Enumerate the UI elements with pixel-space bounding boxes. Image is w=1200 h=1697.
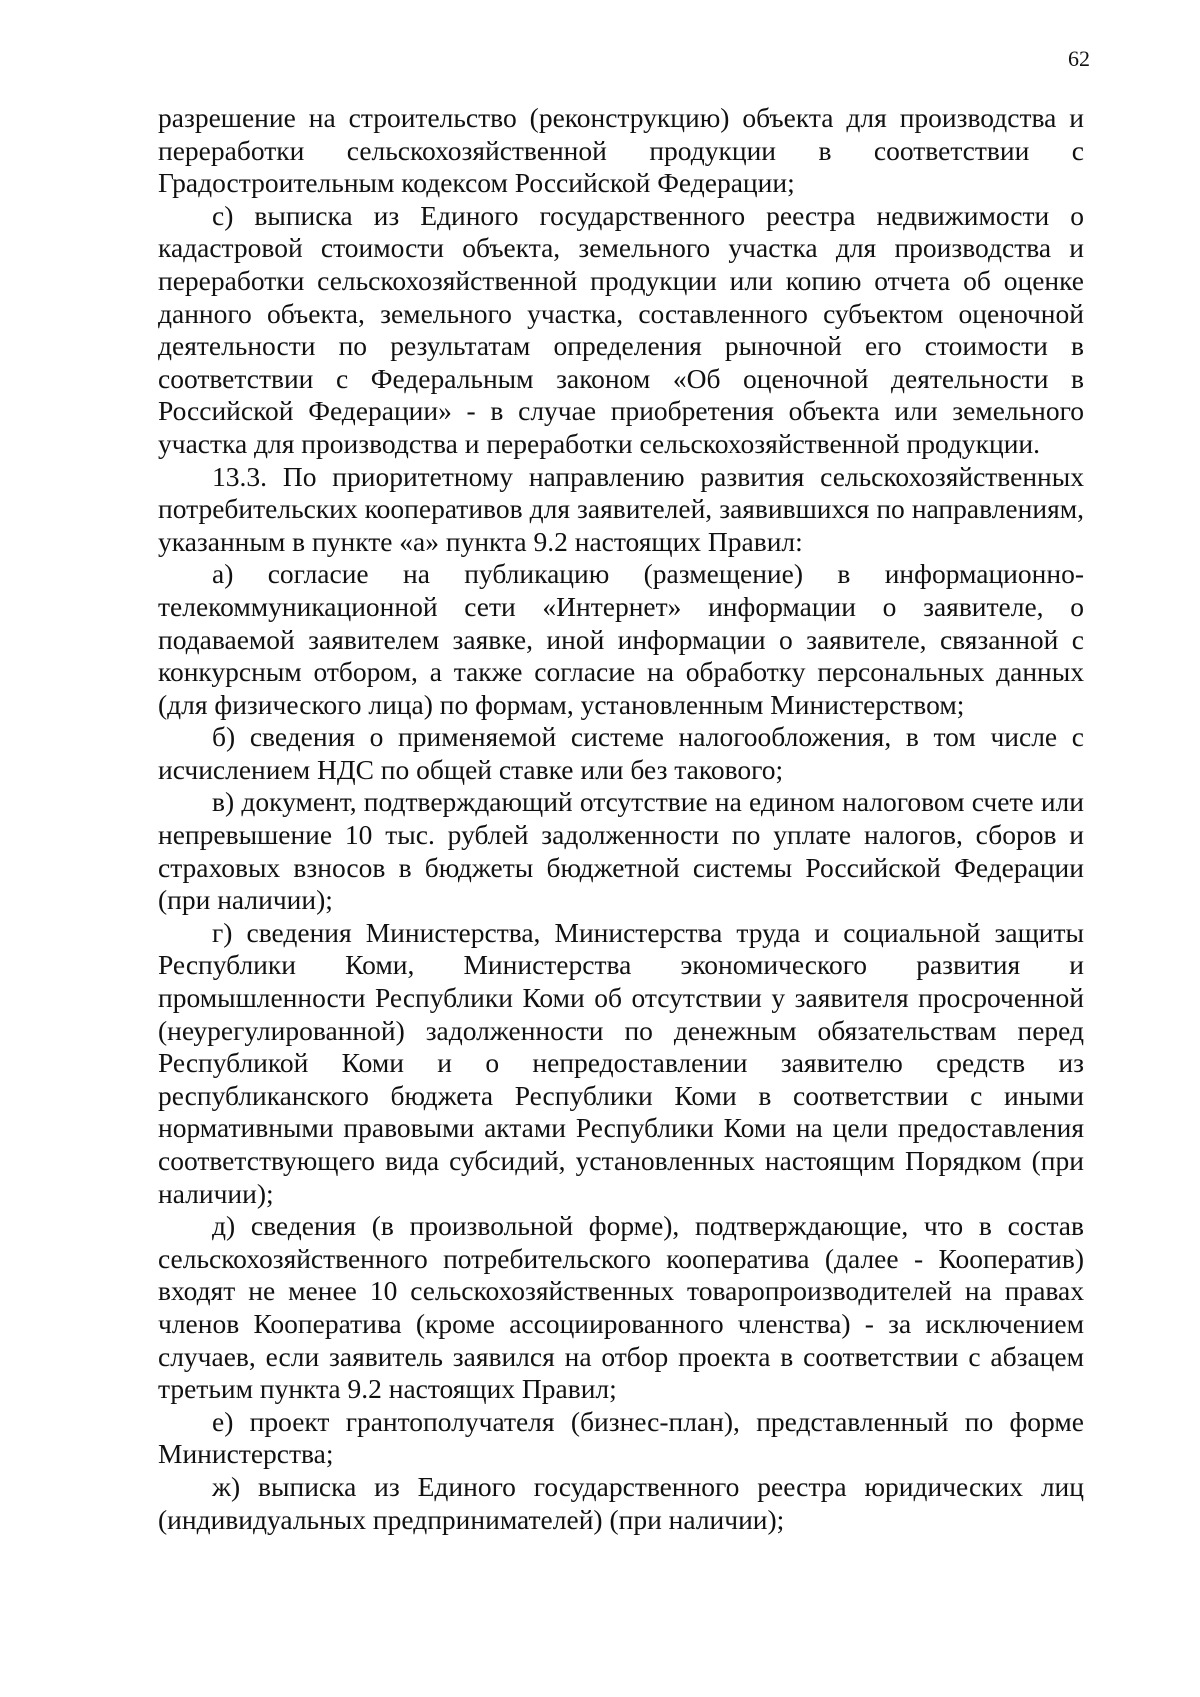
paragraph: а) согласие на публикацию (размещение) в информационно-телекоммуникационной сети «Интернет» информации о заявителе, о подаваемой заявителем заявке, иной информации о заявителе, связанной с конкурсным отбором, а также согласие на обработку персональных данных (для физического лица) по формам, установленным Министерством;	[158, 558, 1084, 720]
document-body	[158, 102, 1084, 1536]
paragraph: разрешение на строительство (реконструкцию) объекта для производства и переработки сельскохозяйственной продукции в соответствии с Градостроительным кодексом Российской Федерации;	[158, 102, 1084, 199]
paragraph: г) сведения Министерства, Министерства труда и социальной защиты Республики Коми, Министерства экономического развития и промышленности Республики Коми об отсутствии у заявителя просроченной (неурегулированной) задолженности по денежным обязательствам перед Республикой Коми и о непредоставлении заявителю средств из республиканского бюджета Республики Коми в соответствии с иными нормативными правовыми актами Республики Коми на цели предоставления соответствующего вида субсидий, установленных настоящим Порядком (при наличии);	[158, 916, 1084, 1209]
paragraph: д) сведения (в произвольной форме), подтверждающие, что в состав сельскохозяйственного потребительского кооператива (далее - Кооператив) входят не менее 10 сельскохозяйственных товаропроизводителей на правах членов Кооператива (кроме ассоциированного членства) - за исключением случаев, если заявитель заявился на отбор проекта в соответствии с абзацем третьим пункта 9.2 настоящих Правил;	[158, 1210, 1084, 1405]
paragraph: ж) выписка из Единого государственного реестра юридических лиц (индивидуальных предпринимателей) (при наличии);	[158, 1470, 1084, 1535]
page-number: 62	[1068, 46, 1090, 71]
paragraph: 13.3. По приоритетному направлению развития сельскохозяйственных потребительских кооперативов для заявителей, заявившихся по направлениям, указанным в пункте «а» пункта 9.2 настоящих Правил:	[158, 460, 1084, 557]
paragraph: с) выписка из Единого государственного реестра недвижимости о кадастровой стоимости объекта, земельного участка для производства и переработки сельскохозяйственной продукции или копию отчета об оценке данного объекта, земельного участка, составленного субъектом оценочной деятельности по результатам определения рыночной его стоимости в соответствии с Федеральным законом «Об оценочной деятельности в Российской Федерации» - в случае приобретения объекта или земельного участка для производства и переработки сельскохозяйственной продукции.	[158, 199, 1084, 459]
paragraph: б) сведения о применяемой системе налогообложения, в том числе с исчислением НДС по общей ставке или без такового;	[158, 721, 1084, 785]
paragraph: е) проект грантополучателя (бизнес-план), представленный по форме Министерства;	[158, 1405, 1084, 1470]
paragraph: в) документ, подтверждающий отсутствие на едином налоговом счете или непревышение 10 тыс. рублей задолженности по уплате налогов, сборов и страховых взносов в бюджеты бюджетной системы Российской Федерации (при наличии);	[158, 786, 1084, 916]
